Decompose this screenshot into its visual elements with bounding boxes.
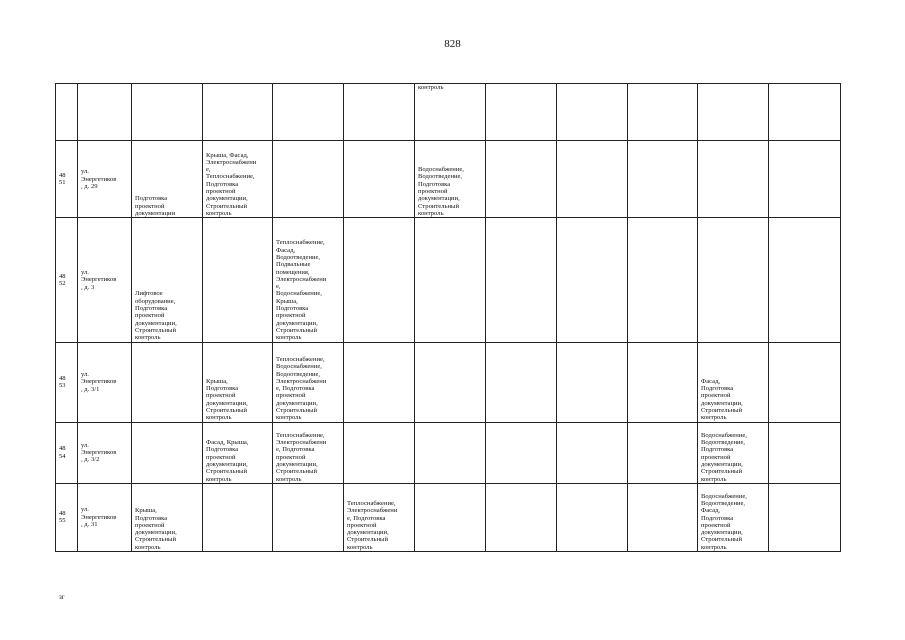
- works-cell: [132, 422, 203, 483]
- address-cell: ул. Энергетиков , д. 3: [78, 218, 132, 342]
- works-cell: Фасад, Крыша, Подготовка проектной документации, Строительный контроль: [203, 422, 273, 483]
- works-cell: [557, 141, 628, 218]
- address-cell: ул. Энергетиков , д. 3/2: [78, 422, 132, 483]
- works-cell: [769, 422, 841, 483]
- works-cell: [769, 141, 841, 218]
- table-row: [56, 342, 841, 422]
- table-cell: [78, 84, 132, 141]
- table-cell: [557, 84, 628, 141]
- table-cell: [344, 84, 415, 141]
- table-cell: [273, 84, 344, 141]
- table-cell: [486, 84, 557, 141]
- works-cell: [557, 218, 628, 342]
- control-text: контроль: [418, 84, 444, 91]
- row-number: 48 51: [56, 141, 78, 218]
- works-schedule-table: [55, 83, 841, 552]
- table-cell: [415, 84, 486, 141]
- table-cell: [769, 84, 841, 141]
- works-cell: [344, 342, 415, 422]
- works-cell: [698, 141, 769, 218]
- works-cell: [628, 342, 698, 422]
- works-cell: Лифтовое оборудование, Подготовка проектной документации, Строительный контроль: [132, 218, 203, 342]
- works-cell: Подготовка проектной документации: [132, 141, 203, 218]
- works-cell: Крыша, Подготовка проектной документации, Строительный контроль: [203, 342, 273, 422]
- table-row: [56, 218, 841, 342]
- row-number: 48 53: [56, 342, 78, 422]
- address-cell: ул. Энергетиков , д. 3/1: [78, 342, 132, 422]
- table-row: [56, 141, 841, 218]
- works-cell: Теплоснабжение, Электроснабжени е, Подготовка проектной документации, Строительный контроль: [273, 422, 344, 483]
- works-cell: Водоснабжение, Водоотведение, Фасад, Подготовка проектной документации, Строительный контроль: [698, 483, 769, 551]
- works-cell: [415, 342, 486, 422]
- works-cell: [203, 218, 273, 342]
- table-cell: [56, 84, 78, 141]
- works-cell: Водоснабжение, Водоотведение, Подготовка проектной документации, Строительный контроль: [698, 422, 769, 483]
- address-cell: ул. Энергетиков , д. 29: [78, 141, 132, 218]
- table-cell: [698, 84, 769, 141]
- works-cell: Водоснабжение, Водоотведение, Подготовка проектной документации, Строительный контроль: [415, 141, 486, 218]
- table-row: [56, 422, 841, 483]
- works-cell: [486, 218, 557, 342]
- works-cell: [557, 483, 628, 551]
- works-cell: Теплоснабжение, Электроснабжени е, Подготовка проектной документации, Строительный контроль: [344, 483, 415, 551]
- works-cell: [415, 422, 486, 483]
- table-cell: [203, 84, 273, 141]
- works-cell: [273, 141, 344, 218]
- table-cell: [132, 84, 203, 141]
- works-cell: [698, 218, 769, 342]
- address-cell: ул. Энергетиков , д. 31: [78, 483, 132, 551]
- works-cell: [769, 342, 841, 422]
- works-cell: [557, 342, 628, 422]
- works-cell: [628, 218, 698, 342]
- works-cell: [132, 342, 203, 422]
- table-cell: [628, 84, 698, 141]
- works-cell: [344, 218, 415, 342]
- row-number: 48 54: [56, 422, 78, 483]
- footer-mark: зг: [59, 593, 65, 601]
- row-number: 48 55: [56, 483, 78, 551]
- works-cell: [769, 218, 841, 342]
- works-cell: [203, 483, 273, 551]
- works-cell: [273, 483, 344, 551]
- table-row: [56, 483, 841, 551]
- works-cell: Фасад, Подготовка проектной документации, Строительный контроль: [698, 342, 769, 422]
- works-cell: [557, 422, 628, 483]
- works-cell: Крыша, Подготовка проектной документации, Строительный контроль: [132, 483, 203, 551]
- works-cell: [628, 141, 698, 218]
- works-cell: [486, 483, 557, 551]
- works-cell: [628, 422, 698, 483]
- works-cell: [344, 141, 415, 218]
- works-cell: [344, 422, 415, 483]
- works-cell: [486, 141, 557, 218]
- works-cell: [628, 483, 698, 551]
- works-cell: [486, 422, 557, 483]
- works-cell: [415, 483, 486, 551]
- row-number: 48 52: [56, 218, 78, 342]
- works-cell: Крыша, Фасад, Электроснабжени е, Теплоснабжение, Подготовка проектной документации, Строительный контроль: [203, 141, 273, 218]
- works-cell: [415, 218, 486, 342]
- works-cell: [486, 342, 557, 422]
- table-row: [56, 84, 841, 141]
- page-number: 828: [444, 38, 461, 50]
- works-cell: [769, 483, 841, 551]
- works-cell: Теплоснабжение, Водоснабжение, Водоотведение, Электроснабжени е, Подготовка проектной документации, Строительный контроль: [273, 342, 344, 422]
- works-cell: Теплоснабжение, Фасад, Водоотведение, Подвальные помещения, Электроснабжени е, Водоснабжение, Крыша, Подготовка проектной документации, Строительный контроль: [273, 218, 344, 342]
